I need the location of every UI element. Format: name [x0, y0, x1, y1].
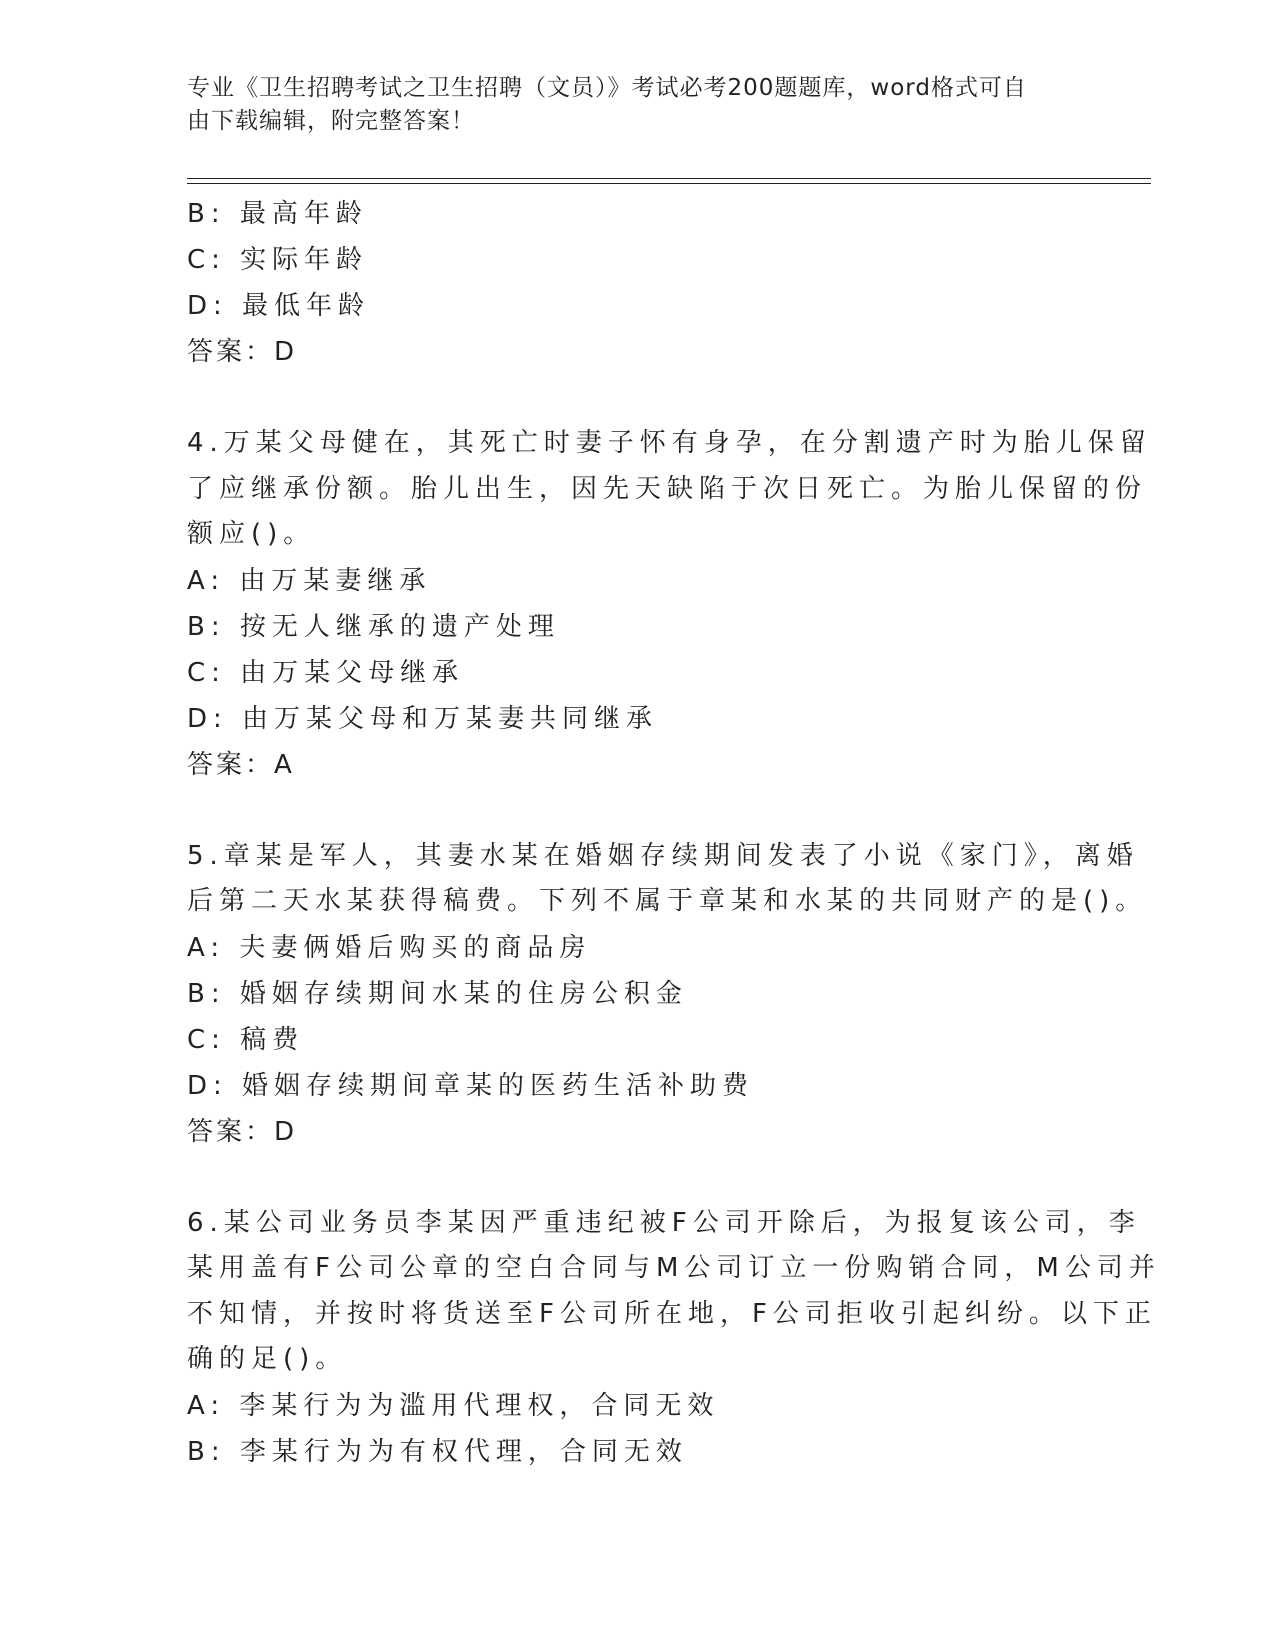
spacer	[187, 375, 1087, 421]
question-list	[187, 191, 1161, 1475]
question-5	[187, 834, 1148, 1155]
question-3-tail	[187, 191, 1087, 375]
option-a: A: 由万某妻继承	[187, 565, 432, 596]
question-stem-line: 额应()。	[187, 519, 316, 549]
question-stem-line: 某用盖有F公司公章的空白合同与M公司订立一份购销合同，M公司并	[187, 1253, 1161, 1283]
option-b: B: 李某行为为有权代理，合同无效	[187, 1436, 688, 1467]
question-stem-line: 确的足()。	[187, 1344, 348, 1374]
option-a: A: 李某行为为滥用代理权，合同无效	[187, 1390, 720, 1421]
question-stem-line: 4.万某父母健在，其死亡时妻子怀有身孕，在分割遗产时为胎儿保留	[187, 428, 1152, 458]
answer-line: 答案：D	[187, 1116, 298, 1147]
spacer	[187, 788, 1087, 834]
question-6	[187, 1201, 1161, 1475]
question-stem-line: 6.某公司业务员李某因严重违纪被F公司开除后，为报复该公司，李	[187, 1207, 1141, 1238]
header-title-line-2: 由下载编辑，附完整答案！	[187, 108, 475, 134]
header-divider-top	[187, 178, 1151, 179]
spacer	[187, 1155, 1087, 1201]
option-a: A: 夫妻俩婚后购买的商品房	[187, 932, 592, 963]
answer-line: 答案：A	[187, 749, 295, 780]
option-b: B: 按无人继承的遗产处理	[187, 611, 560, 642]
question-stem-line: 不知情，并按时将货送至F公司所在地，F公司拒收引起纠纷。以下正	[187, 1298, 1157, 1329]
option-c: C: 稿费	[187, 1024, 305, 1055]
answer-line: 答案：D	[187, 337, 298, 367]
option-d: D: 婚姻存续期间章某的医药生活补助费	[187, 1070, 755, 1101]
option-d: D: 由万某父母和万某妻共同继承	[187, 703, 659, 734]
option-b: B: 最高年龄	[187, 199, 368, 229]
option-d: D: 最低年龄	[187, 291, 371, 321]
header-title-line-1: 专业《卫生招聘考试之卫生招聘（文员）》考试必考200题题库，word格式可自	[187, 75, 1027, 101]
option-b: B: 婚姻存续期间水某的住房公积金	[187, 978, 688, 1009]
option-c: C: 实际年龄	[187, 245, 369, 275]
question-stem-line: 后第二天水某获得稿费。下列不属于章某和水某的共同财产的是()。	[187, 886, 1148, 916]
option-c: C: 由万某父母继承	[187, 657, 465, 688]
document-header	[187, 72, 1067, 138]
question-stem-line: 5.章某是军人，其妻水某在婚姻存续期间发表了小说《家门》，离婚	[187, 840, 1139, 871]
question-4	[187, 421, 1152, 788]
header-divider-bottom	[187, 183, 1151, 184]
question-stem-line: 了应继承份额。胎儿出生，因先天缺陷于次日死亡。为胎儿保留的份	[187, 473, 1148, 504]
